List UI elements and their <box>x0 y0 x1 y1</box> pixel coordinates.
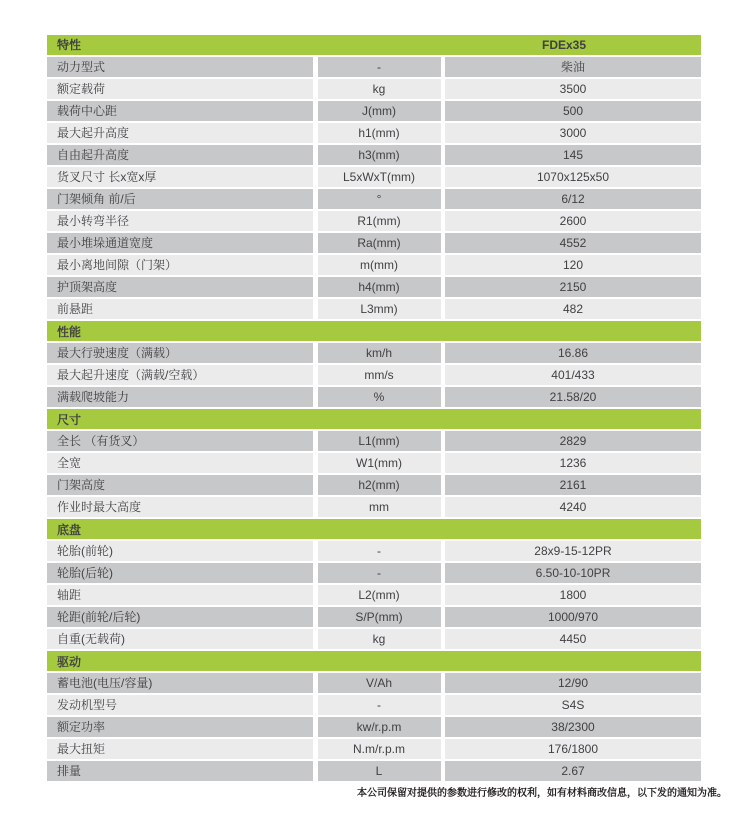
spec-unit-cell: S/P(mm) <box>318 607 441 627</box>
table-row <box>47 79 701 99</box>
table-row <box>47 541 701 561</box>
spec-unit-cell: R1(mm) <box>318 211 441 231</box>
spec-label-cell: 轮距(前轮/后轮) <box>47 607 313 627</box>
table-row <box>47 255 701 275</box>
spec-label-cell: 最大起升高度 <box>47 123 313 143</box>
table-row <box>47 343 701 363</box>
spec-label-cell: 最小离地间隙（门架） <box>47 255 313 275</box>
spec-value-cell: 4240 <box>445 497 701 517</box>
spec-value-cell: 柴油 <box>445 57 701 77</box>
spec-value-cell: 1236 <box>445 453 701 473</box>
spec-value-cell: 16.86 <box>445 343 701 363</box>
table-row <box>47 233 701 253</box>
spec-value-cell: 1800 <box>445 585 701 605</box>
table-row <box>47 299 701 319</box>
table-row <box>47 585 701 605</box>
spec-unit-cell: L5xWxT(mm) <box>318 167 441 187</box>
table-row <box>47 761 701 781</box>
spec-unit-cell: - <box>318 695 441 715</box>
spec-unit-cell: W1(mm) <box>318 453 441 473</box>
footer-disclaimer: 本公司保留对提供的参数进行修改的权利，如有材料商改信息，以下发的通知为准。 <box>357 788 727 799</box>
table-row <box>47 277 701 297</box>
spec-label-cell: 动力型式 <box>47 57 313 77</box>
spec-unit-cell: mm/s <box>318 365 441 385</box>
spec-value-cell: 120 <box>445 255 701 275</box>
spec-label-cell: 蓄电池(电压/容量) <box>47 673 313 693</box>
spec-unit-cell: kg <box>318 629 441 649</box>
table-row <box>47 387 701 407</box>
spec-value-cell: 2161 <box>445 475 701 495</box>
section-header-row <box>47 321 701 341</box>
table-row <box>47 453 701 473</box>
spec-label-cell: 全宽 <box>47 453 313 473</box>
spec-label-cell: 轮胎(后轮) <box>47 563 313 583</box>
section-title: 底盘 <box>57 522 82 537</box>
spec-value-cell: 38/2300 <box>445 717 701 737</box>
section-header-row <box>47 409 701 429</box>
section-title: 性能 <box>57 324 82 339</box>
spec-unit-cell: V/Ah <box>318 673 441 693</box>
spec-unit-cell: ° <box>318 189 441 209</box>
spec-label-cell: 最小转弯半径 <box>47 211 313 231</box>
table-row <box>47 695 701 715</box>
spec-unit-cell: J(mm) <box>318 101 441 121</box>
table-row <box>47 189 701 209</box>
spec-table <box>47 35 701 783</box>
spec-unit-cell: Ra(mm) <box>318 233 441 253</box>
spec-unit-cell: L1(mm) <box>318 431 441 451</box>
spec-unit-cell: mm <box>318 497 441 517</box>
spec-unit-cell: h3(mm) <box>318 145 441 165</box>
spec-unit-cell: kw/r.p.m <box>318 717 441 737</box>
spec-value-cell: S4S <box>445 695 701 715</box>
spec-unit-cell: h2(mm) <box>318 475 441 495</box>
spec-unit-cell: m(mm) <box>318 255 441 275</box>
table-body <box>47 57 701 781</box>
table-row <box>47 167 701 187</box>
spec-value-cell: 1000/970 <box>445 607 701 627</box>
spec-unit-cell: h1(mm) <box>318 123 441 143</box>
spec-label-cell: 全长 （有货叉） <box>47 431 313 451</box>
spec-label-cell: 载荷中心距 <box>47 101 313 121</box>
spec-value-cell: 2150 <box>445 277 701 297</box>
spec-value-cell: 482 <box>445 299 701 319</box>
spec-unit-cell: L3mm) <box>318 299 441 319</box>
table-row <box>47 563 701 583</box>
header-feature-label: 特性 <box>57 38 82 52</box>
header-model-label: FDEx35 <box>541 38 587 52</box>
spec-label-cell: 作业时最大高度 <box>47 497 313 517</box>
spec-value-cell: 145 <box>445 145 701 165</box>
table-row <box>47 497 701 517</box>
table-row <box>47 717 701 737</box>
table-row <box>47 475 701 495</box>
spec-value-cell: 21.58/20 <box>445 387 701 407</box>
spec-unit-cell: kg <box>318 79 441 99</box>
spec-value-cell: 176/1800 <box>445 739 701 759</box>
table-header-row <box>47 35 701 55</box>
spec-label-cell: 自由起升高度 <box>47 145 313 165</box>
spec-value-cell: 6/12 <box>445 189 701 209</box>
spec-unit-cell: L <box>318 761 441 781</box>
spec-label-cell: 门架倾角 前/后 <box>47 189 313 209</box>
spec-unit-cell: L2(mm) <box>318 585 441 605</box>
table-row <box>47 607 701 627</box>
spec-label-cell: 最大行驶速度（满载） <box>47 343 313 363</box>
table-row <box>47 211 701 231</box>
spec-value-cell: 401/433 <box>445 365 701 385</box>
spec-label-cell: 自重(无载荷) <box>47 629 313 649</box>
spec-value-cell: 1070x125x50 <box>445 167 701 187</box>
spec-value-cell: 2829 <box>445 431 701 451</box>
spec-unit-cell: - <box>318 563 441 583</box>
spec-label-cell: 发动机型号 <box>47 695 313 715</box>
spec-value-cell: 3000 <box>445 123 701 143</box>
spec-unit-cell: - <box>318 57 441 77</box>
spec-value-cell: 3500 <box>445 79 701 99</box>
spec-value-cell: 28x9-15-12PR <box>445 541 701 561</box>
spec-label-cell: 最大扭矩 <box>47 739 313 759</box>
spec-value-cell: 500 <box>445 101 701 121</box>
spec-label-cell: 最小堆垛通道宽度 <box>47 233 313 253</box>
spec-unit-cell: h4(mm) <box>318 277 441 297</box>
spec-label-cell: 满载爬坡能力 <box>47 387 313 407</box>
spec-value-cell: 4450 <box>445 629 701 649</box>
section-header-row <box>47 519 701 539</box>
section-title: 尺寸 <box>57 412 82 427</box>
spec-label-cell: 最大起升速度（满载/空载） <box>47 365 313 385</box>
table-row <box>47 629 701 649</box>
spec-label-cell: 货叉尺寸 长x宽x厚 <box>47 167 313 187</box>
table-row <box>47 123 701 143</box>
spec-value-cell: 4552 <box>445 233 701 253</box>
spec-label-cell: 前悬距 <box>47 299 313 319</box>
section-header-row <box>47 651 701 671</box>
spec-label-cell: 额定功率 <box>47 717 313 737</box>
table-row <box>47 739 701 759</box>
spec-label-cell: 护顶架高度 <box>47 277 313 297</box>
spec-unit-cell: N.m/r.p.m <box>318 739 441 759</box>
table-row <box>47 673 701 693</box>
spec-label-cell: 轴距 <box>47 585 313 605</box>
section-title: 驱动 <box>57 654 82 669</box>
table-row <box>47 57 701 77</box>
spec-value-cell: 2600 <box>445 211 701 231</box>
spec-unit-cell: km/h <box>318 343 441 363</box>
spec-unit-cell: - <box>318 541 441 561</box>
table-row <box>47 431 701 451</box>
spec-label-cell: 轮胎(前轮) <box>47 541 313 561</box>
spec-unit-cell: % <box>318 387 441 407</box>
table-row <box>47 365 701 385</box>
spec-value-cell: 2.67 <box>445 761 701 781</box>
table-row <box>47 145 701 165</box>
spec-value-cell: 6.50-10-10PR <box>445 563 701 583</box>
header-unit-label <box>313 35 436 55</box>
table-row <box>47 101 701 121</box>
spec-value-cell: 12/90 <box>445 673 701 693</box>
spec-label-cell: 额定载荷 <box>47 79 313 99</box>
spec-label-cell: 排量 <box>47 761 313 781</box>
spec-label-cell: 门架高度 <box>47 475 313 495</box>
